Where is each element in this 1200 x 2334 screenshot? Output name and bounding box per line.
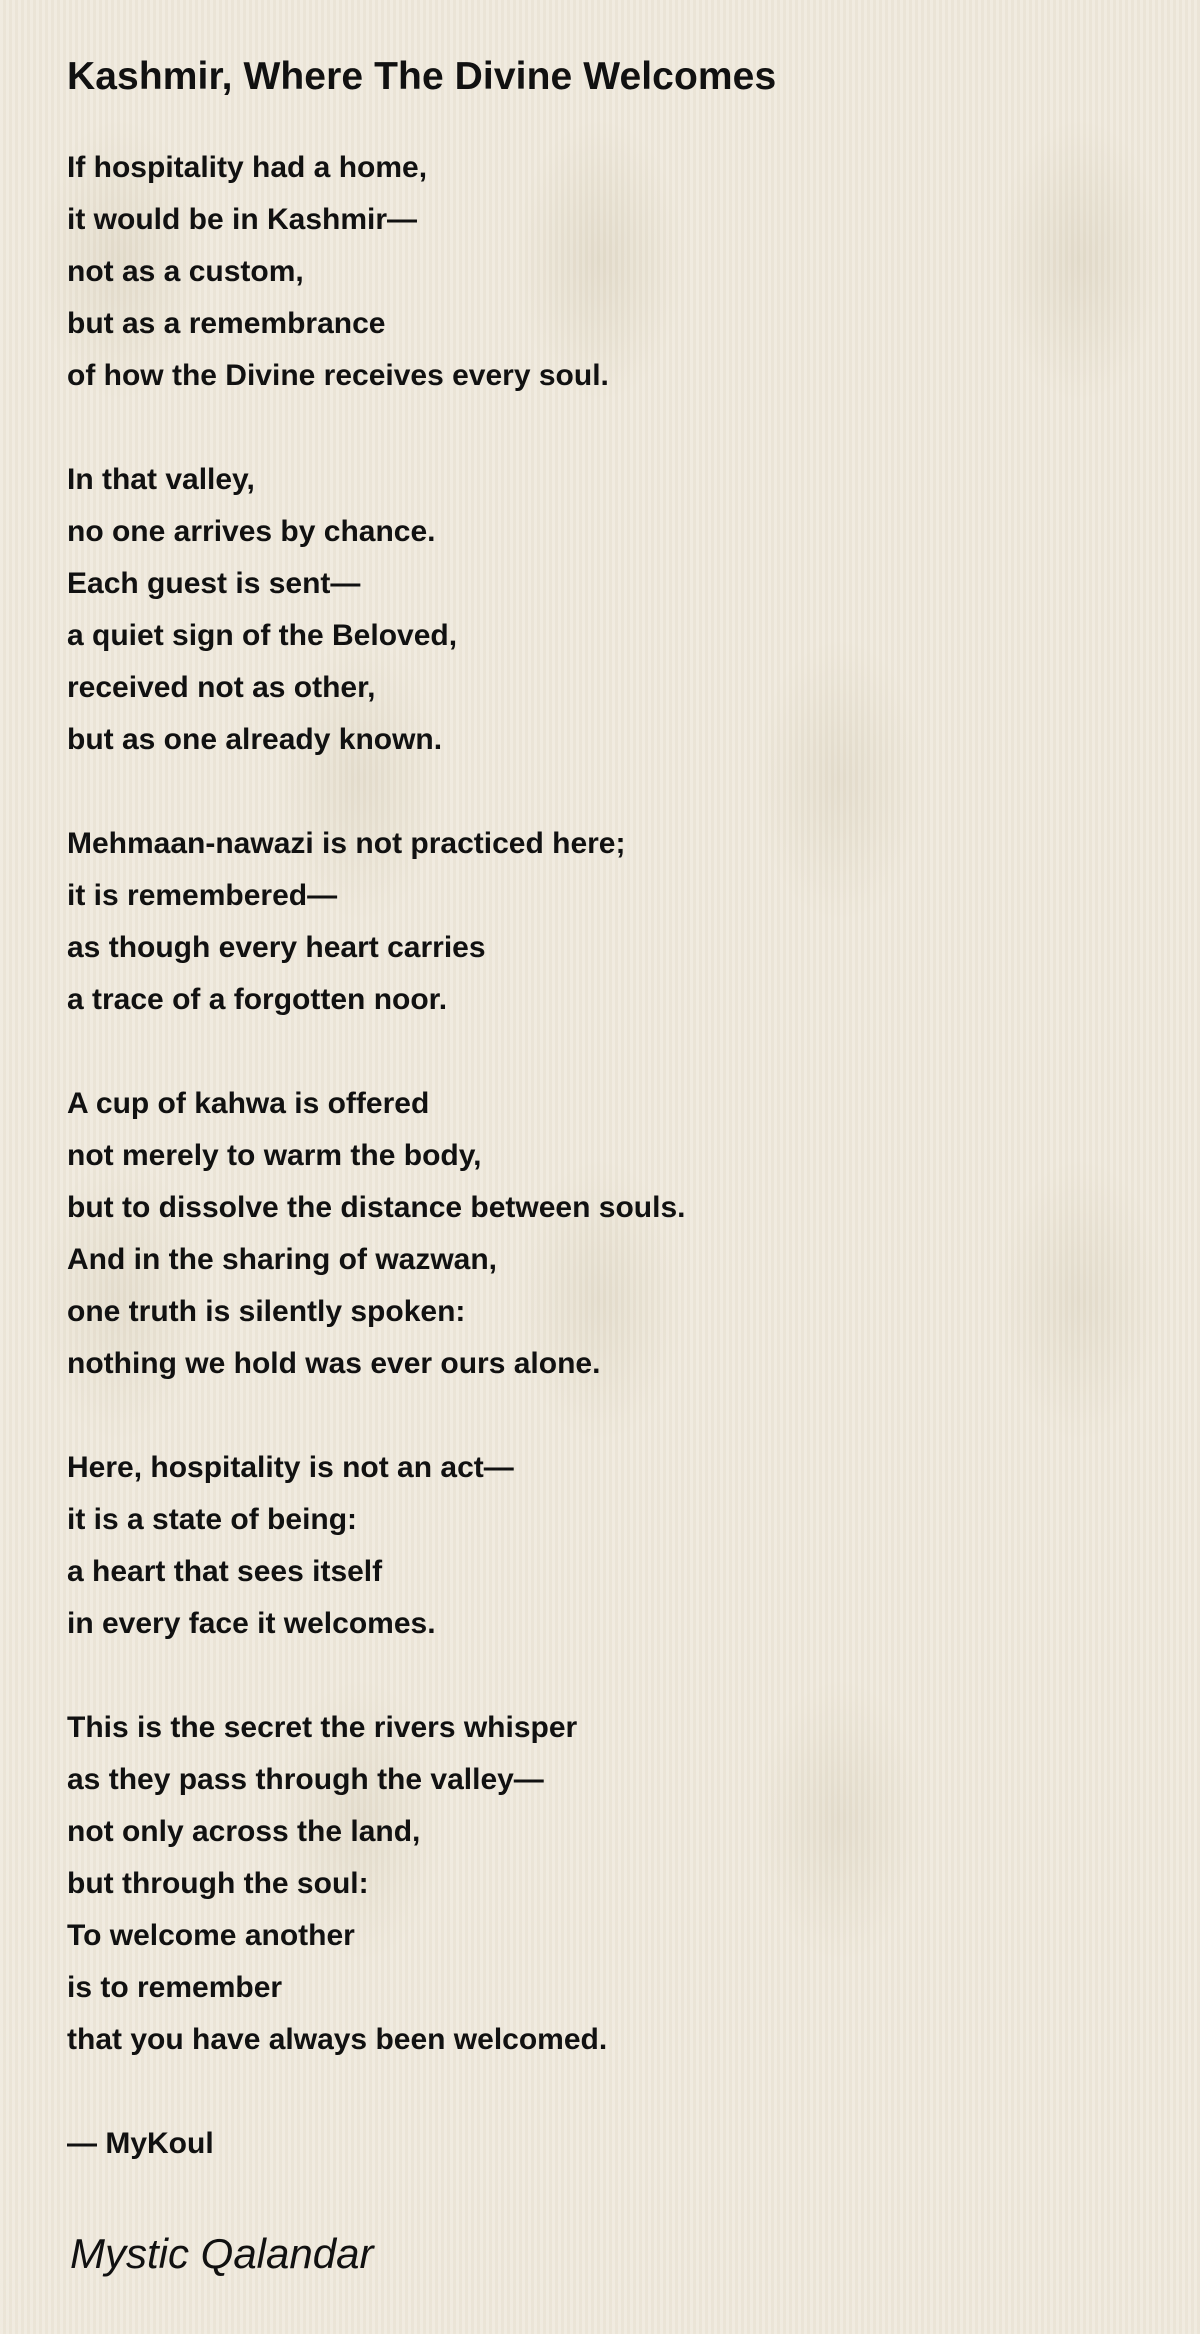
poem-title: Kashmir, Where The Divine Welcomes <box>67 55 777 98</box>
poem-line: In that valley, <box>67 463 255 496</box>
poem-line: not only across the land, <box>67 1815 421 1848</box>
poem-line: but through the soul: <box>67 1867 369 1900</box>
poem-line: it is a state of being: <box>67 1503 358 1536</box>
stanza-2 <box>67 454 1147 766</box>
poem-line: as they pass through the valley— <box>67 1763 544 1796</box>
poem-line: This is the secret the rivers whisper <box>67 1711 578 1744</box>
poem-line: To welcome another <box>67 1919 355 1952</box>
poem-line: of how the Divine receives every soul. <box>67 359 609 392</box>
stanza-5 <box>67 1442 1147 1650</box>
poem-line: received not as other, <box>67 671 376 704</box>
poem-line: it would be in Kashmir— <box>67 203 418 236</box>
poem-line: that you have always been welcomed. <box>67 2023 608 2056</box>
poem-line: And in the sharing of wazwan, <box>67 1243 498 1276</box>
poem-line: a heart that sees itself <box>67 1555 383 1588</box>
poem-author: — MyKoul <box>67 2127 214 2160</box>
poem-line: no one arrives by chance. <box>67 515 436 548</box>
poem-line: but as a remembrance <box>67 307 386 340</box>
stanza-1 <box>67 142 1147 402</box>
poem-line: it is remembered— <box>67 879 338 912</box>
poem-line: is to remember <box>67 1971 283 2004</box>
poem-line: as though every heart carries <box>67 931 486 964</box>
poem-line: Each guest is sent— <box>67 567 361 600</box>
poem-line: but as one already known. <box>67 723 443 756</box>
stanza-3 <box>67 818 1147 1026</box>
poem-line: a quiet sign of the Beloved, <box>67 619 458 652</box>
poem-line: A cup of kahwa is offered <box>67 1087 430 1120</box>
poem-line: Mehmaan-nawazi is not practiced here; <box>67 827 626 860</box>
poem-line: nothing we hold was ever ours alone. <box>67 1347 601 1380</box>
poem-line: a trace of a forgotten noor. <box>67 983 448 1016</box>
brand-name: Mystic Qalandar <box>70 2230 374 2277</box>
poem-line: If hospitality had a home, <box>67 151 428 184</box>
stanza-4 <box>67 1078 1147 1390</box>
stanza-6 <box>67 1702 1147 2066</box>
poem-line: in every face it welcomes. <box>67 1607 436 1640</box>
poem-line: Here, hospitality is not an act— <box>67 1451 514 1484</box>
poem-line: not merely to warm the body, <box>67 1139 482 1172</box>
poem-line: but to dissolve the distance between souls. <box>67 1191 686 1224</box>
poem-page <box>67 44 1147 2284</box>
poem-line: not as a custom, <box>67 255 304 288</box>
poem-line: one truth is silently spoken: <box>67 1295 466 1328</box>
